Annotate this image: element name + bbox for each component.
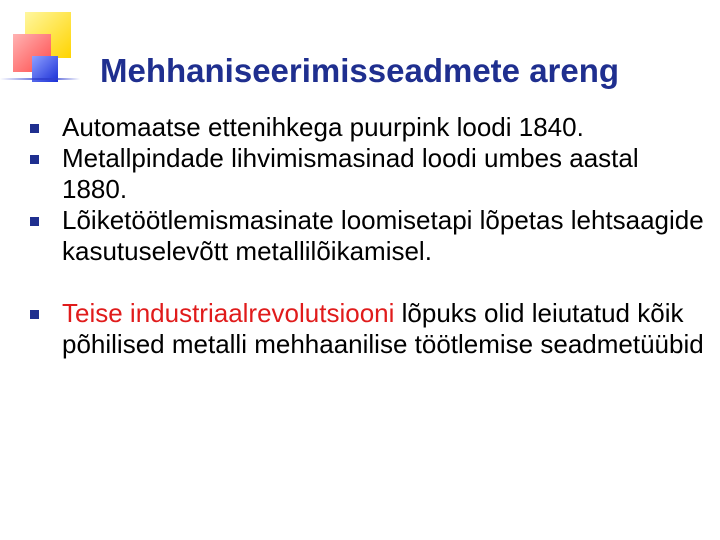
bullet-text: Metallpindade lihvimismasinad loodi umbes aastal 1880.	[62, 143, 639, 204]
bullet-text: Lõiketöötlemismasinate loomisetapi lõpetas lehtsaagide kasutuselevõtt metallilõikamisel.	[62, 205, 704, 266]
decorative-squares-logo	[0, 0, 80, 90]
bullet-item	[30, 143, 710, 205]
bullet-text: lõpuks olid leiutatud kõik põhilised metalli mehhaanilise töötlemise seadmetüübid	[62, 298, 704, 359]
square-bullet-icon	[30, 124, 39, 133]
square-bullet-icon	[30, 310, 39, 319]
bullet-item	[30, 205, 710, 267]
bullet-list	[30, 112, 710, 360]
bullet-item	[30, 298, 710, 360]
bullet-item	[30, 112, 710, 143]
square-bullet-icon	[30, 155, 39, 164]
slide-title: Mehhaniseerimisseadmete areng	[100, 52, 620, 89]
logo-underline	[0, 78, 80, 80]
bullet-text: Automaatse ettenihkega puurpink loodi 1840.	[62, 112, 584, 142]
bullet-highlight-text: Teise industriaalrevolutsiooni	[62, 298, 395, 328]
square-bullet-icon	[30, 217, 39, 226]
